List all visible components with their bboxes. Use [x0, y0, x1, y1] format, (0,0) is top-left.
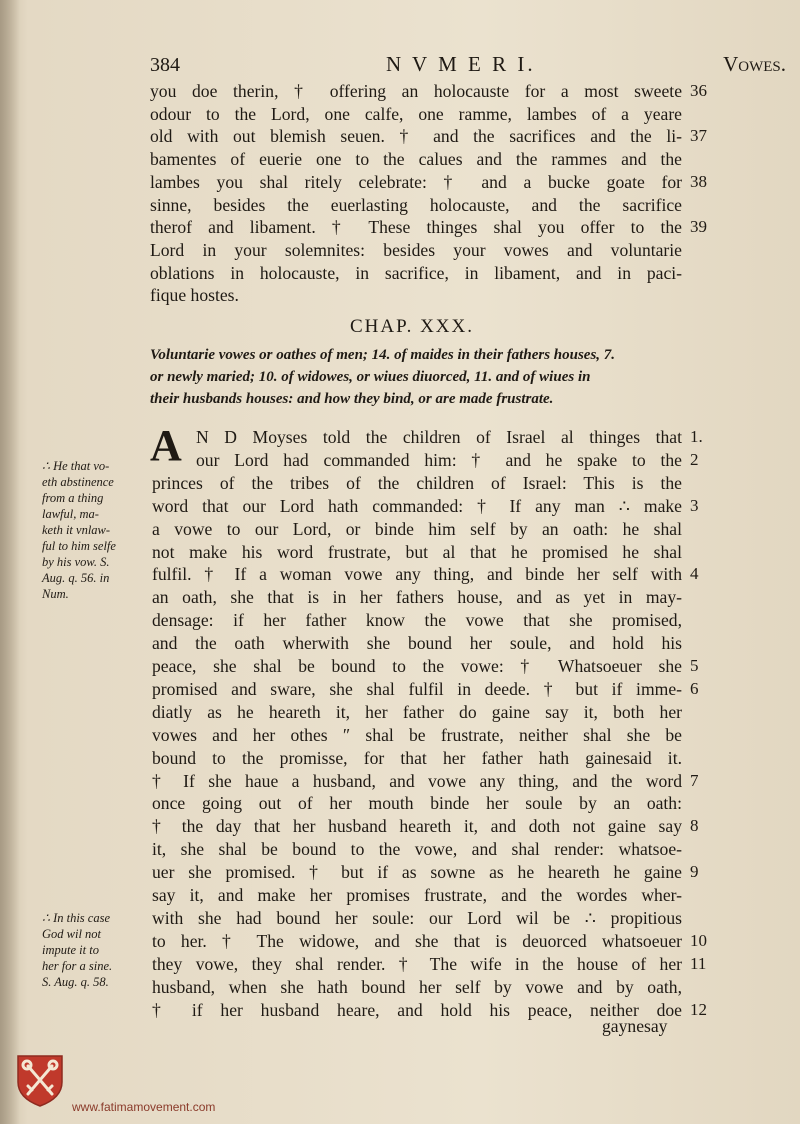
verse-number: 3: [690, 495, 699, 515]
text-line: densage: if her father know the vowe that she promised,: [152, 610, 682, 631]
verse-number: 1.: [690, 427, 703, 446]
text-line: odour to the Lord, one calfe, one ramme, lambes of a yeare: [150, 103, 682, 124]
margin-note-line: keth it vnlaw-: [42, 523, 111, 537]
text-line: once going out of her mouth binde her soule by an oath:: [152, 793, 682, 814]
gutter-shadow: [0, 0, 20, 1124]
verse-number: 6: [690, 678, 699, 698]
text-line: they vowe, they shal render. † The wife in the house of her: [152, 953, 682, 974]
page-header: [150, 52, 786, 82]
text-line: uer she promised. † but if as sowne as he heareth he gaine: [152, 862, 682, 883]
text-line: oblations in holocauste, in sacrifice, in libament, and in paci-: [150, 262, 682, 283]
text-line: word that our Lord hath commanded: † If any man ∴ make: [152, 495, 682, 516]
text-line: N D Moyses told the children of Israel al thinges that: [196, 427, 682, 447]
text-line: bound to the promisse, for that her father hath gainesaid it.: [152, 747, 682, 768]
text-line: † If she haue a husband, and vowe any thing, and the word: [152, 770, 682, 791]
verse-number: 39: [690, 217, 707, 237]
margin-note-line: lawful, ma-: [42, 507, 99, 521]
summary-line: their husbands houses: and how they bind, or are made frustrate.: [150, 391, 554, 407]
margin-note-line: impute it to: [42, 943, 99, 957]
chapter-heading: CHAP. XXX.: [350, 316, 474, 337]
margin-note-line: ∴ He that vo-: [42, 459, 110, 473]
summary-line: Voluntarie vowes or oathes of men; 14. of maides in their fathers houses, 7.: [150, 347, 616, 363]
text-line: fulfil. † If a woman vowe any thing, and binde her self with: [152, 564, 682, 585]
margin-note-line: from a thing: [42, 491, 104, 505]
verse-number: 2: [690, 449, 699, 469]
text-line: say it, and make her promises frustrate, and the wordes wher-: [152, 885, 682, 905]
text-line: our Lord had commanded him: † and he spake to the: [196, 449, 682, 470]
text-line: therof and libament. † These thinges shal you offer to the: [150, 217, 682, 238]
verse-number: 9: [690, 862, 699, 882]
verse-number: 38: [690, 171, 707, 191]
verse-number: 12: [690, 999, 707, 1019]
text-line: not make his word frustrate, but al that he promised he shal: [152, 541, 682, 562]
margin-note-line: eth abstinence: [42, 475, 114, 489]
verse-number: 37: [690, 126, 707, 146]
verse-number: 11: [690, 953, 707, 973]
running-title: N V M E R I.: [386, 52, 536, 76]
catchword: gaynesay: [602, 1016, 668, 1036]
section-title: Vowes.: [723, 52, 786, 76]
text-line: Lord in your solemnites: besides your vowes and voluntarie: [150, 239, 682, 260]
text-line: † if her husband heare, and hold his peace, neither doe: [152, 999, 682, 1020]
margin-note: [42, 910, 150, 990]
text-line: diatly as he heareth it, her father do gaine say it, both her: [152, 701, 682, 722]
verse-number: 5: [690, 656, 699, 675]
margin-note-line: Aug. q. 56. in: [42, 571, 110, 585]
margin-note-line: ∴ In this case: [42, 911, 111, 925]
text-line: husband, when she hath bound her self by vowe and by oath,: [152, 976, 682, 997]
watermark: www.fatimamovement.com: [72, 1100, 216, 1114]
text-line: to her. † The widowe, and she that is deuorced whatsoeuer: [152, 930, 682, 951]
verse-number: 10: [690, 930, 707, 950]
text-line: peace, she shal be bound to the vowe: † Whatsoeuer she: [152, 656, 682, 676]
page-number: 384: [150, 54, 180, 76]
margin-note-line: God wil not: [42, 927, 102, 941]
crossed-keys-icon: [12, 1052, 68, 1108]
text-line: † the day that her husband heareth it, and doth not gaine say: [152, 816, 682, 837]
text-line: with she had bound her soule: our Lord wil be ∴ propitious: [152, 907, 682, 928]
text-line: lambes you shal ritely celebrate: † and a bucke goate for: [150, 171, 682, 192]
verse-number: 4: [690, 564, 699, 584]
text-line: bamentes of euerie one to the calues and the rammes and the: [150, 149, 682, 170]
text-line: an oath, she that is in her fathers house, and as yet in may-: [152, 587, 682, 608]
text-line: old with out blemish seuen. † and the sacrifices and the li-: [150, 126, 682, 147]
verse-number: 7: [690, 770, 699, 790]
margin-note: [42, 458, 150, 602]
text-line: it, she shal be bound to the vowe, and shal render: whatsoe-: [152, 839, 682, 860]
margin-note-line: Num.: [42, 587, 69, 601]
verse-number: 8: [690, 816, 699, 836]
text-line: vowes and her othes ″ shal be frustrate, neither shal she be: [152, 724, 682, 745]
text-line: fique hostes.: [150, 285, 239, 306]
margin-note-line: her for a sine.: [42, 959, 113, 973]
summary-line: or newly maried; 10. of widowes, or wiues diuorced, 11. and of wiues in: [150, 369, 591, 385]
text-line: princes of the tribes of the children of Israel: This is the: [152, 472, 682, 493]
margin-note-line: S. Aug. q. 58.: [42, 975, 109, 989]
text-line: a vowe to our Lord, or binde him self by an oath: he shal: [152, 518, 682, 539]
text-line: and the oath wherwith she bound her soule, and hold his: [152, 633, 682, 654]
drop-cap: A: [150, 421, 182, 470]
text-line: you doe therin, † offering an holocauste for a most sweete: [150, 81, 682, 101]
text-line: promised and sware, she shal fulfil in deede. † but if imme-: [152, 678, 682, 699]
verse-number: 36: [690, 81, 707, 100]
margin-note-line: by his vow. S.: [42, 555, 110, 569]
text-line: sinne, besides the euerlasting holocauste, and the sacrifice: [150, 194, 682, 215]
margin-note-line: ful to him selfe: [42, 539, 116, 553]
